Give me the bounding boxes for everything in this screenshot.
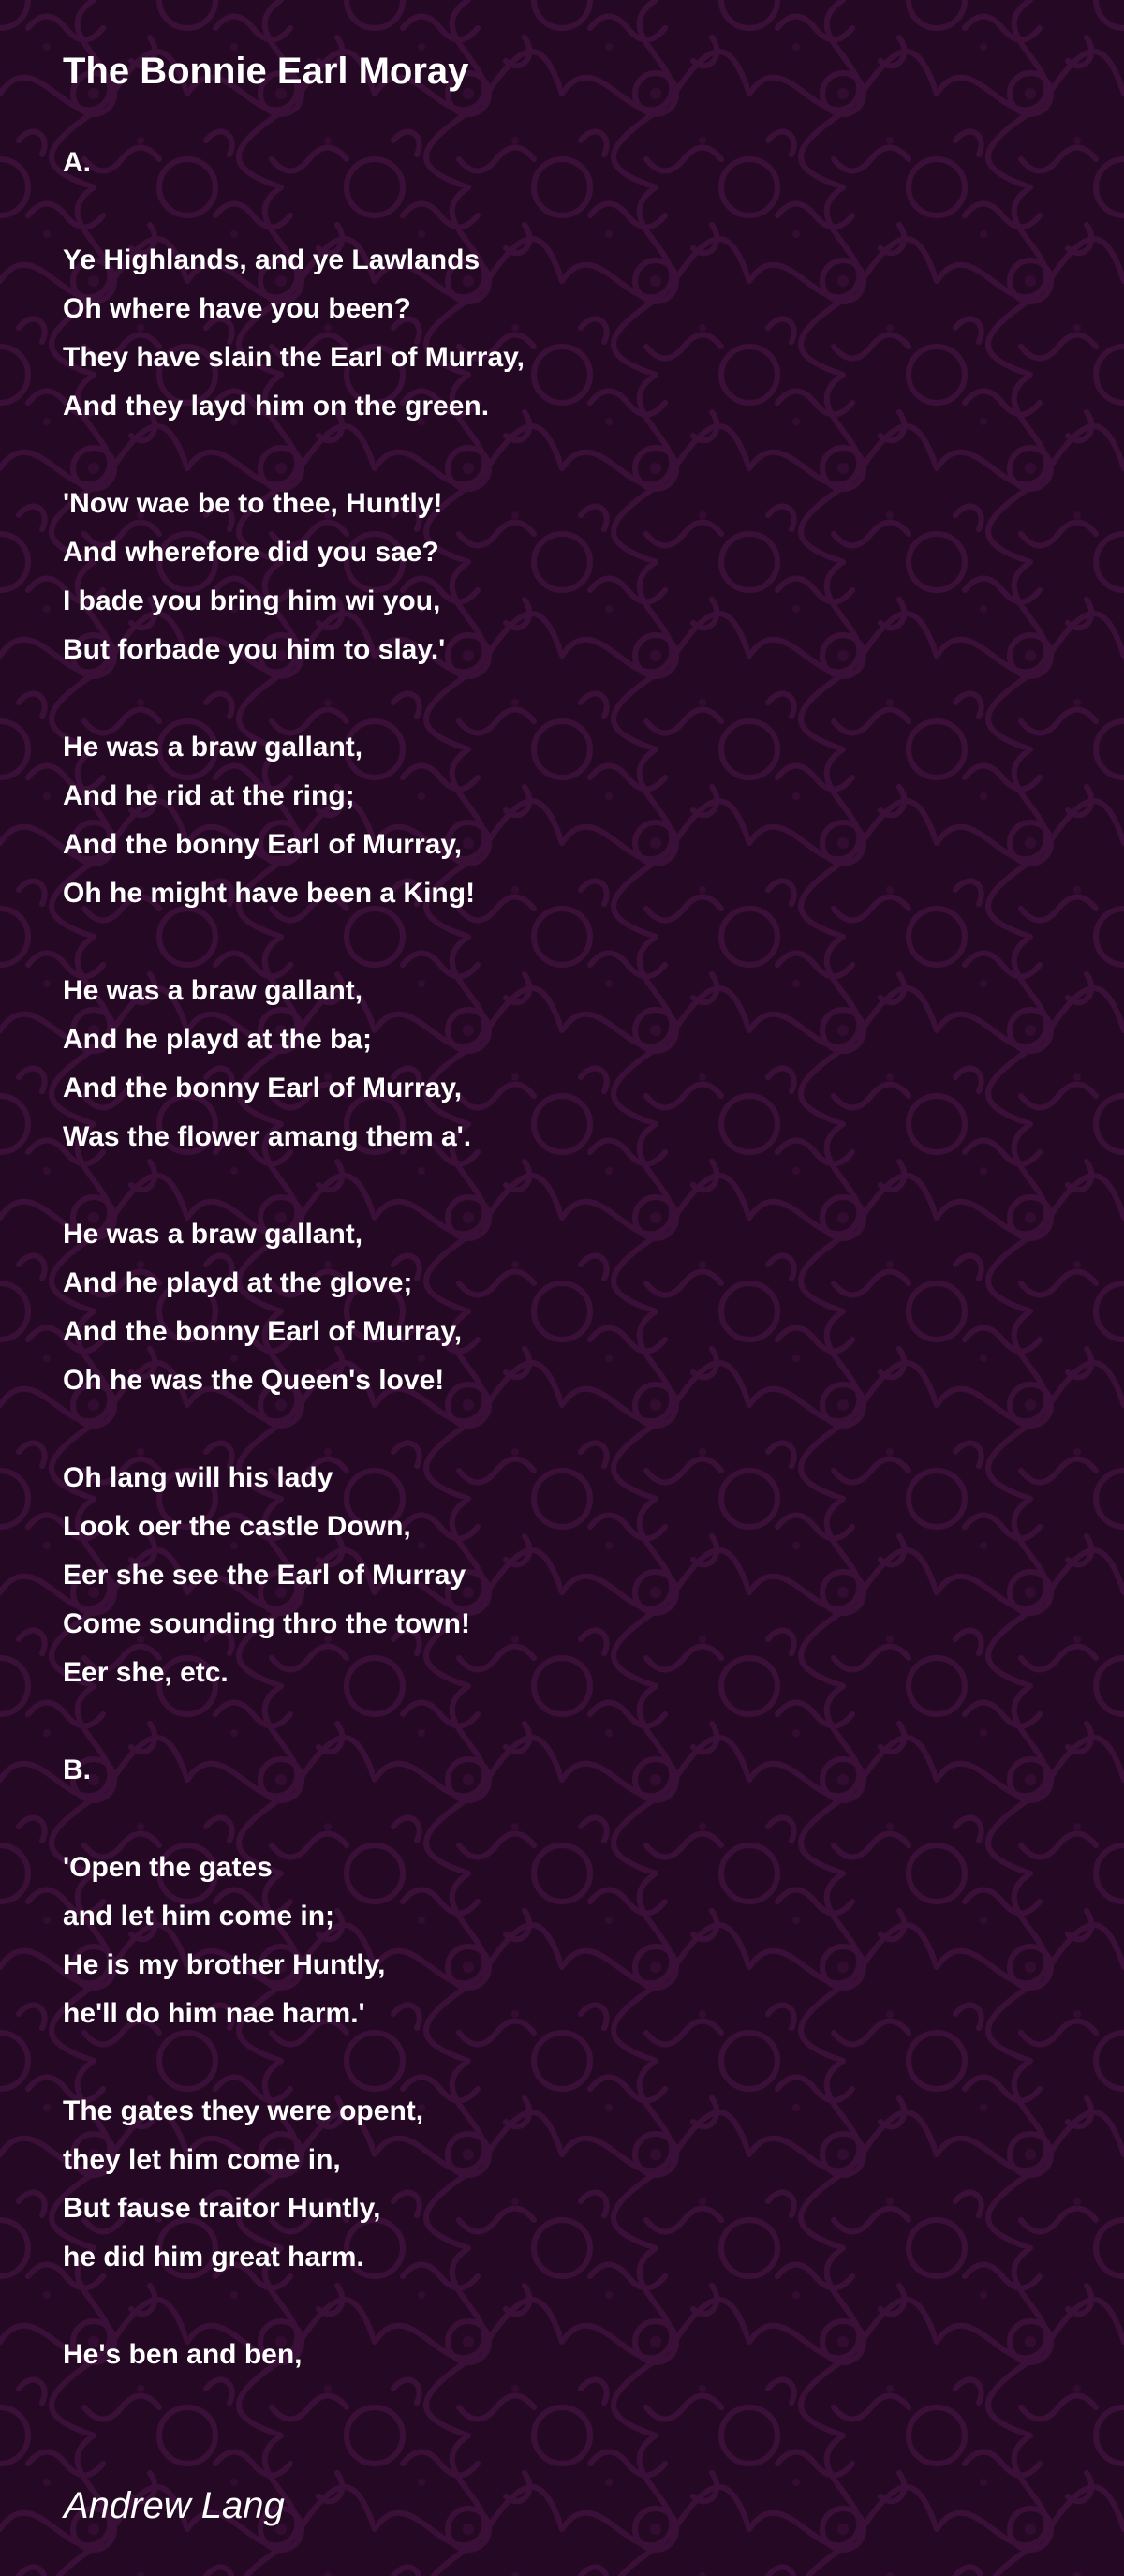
poem-line: Oh he was the Queen's love! — [63, 1365, 445, 1396]
poem-line: Come sounding thro the town! — [63, 1608, 470, 1639]
poem-line: He is my brother Huntly, — [63, 1949, 386, 1980]
stanza-break — [63, 2038, 525, 2087]
poem-line: And he playd at the ba; — [63, 1024, 373, 1055]
poem-line: Ye Highlands, and ye Lawlands — [63, 244, 481, 275]
poem-line: B. — [63, 1754, 91, 1785]
poem-line: And wherefore did you sae? — [63, 537, 439, 568]
stanza-break — [63, 1162, 525, 1210]
stanza-break — [63, 431, 525, 480]
poem-line: 'Now wae be to thee, Huntly! — [63, 488, 443, 519]
poem-line: Eer she see the Earl of Murray — [63, 1560, 466, 1591]
poem-line: The gates they were opent, — [63, 2095, 424, 2126]
stanza-break — [63, 1795, 525, 1843]
poem-line: He was a braw gallant, — [63, 1219, 363, 1250]
poem-line: Eer she, etc. — [63, 1657, 229, 1688]
poem-line: And they layd him on the green. — [63, 391, 490, 422]
poem-line: He was a braw gallant, — [63, 732, 363, 762]
poem-body — [63, 139, 525, 2379]
poem-line: He was a braw gallant, — [63, 975, 363, 1006]
poem-line: But forbade you him to slay.' — [63, 634, 446, 665]
poem-line: he did him great harm. — [63, 2242, 364, 2273]
stanza-break — [63, 1697, 525, 1746]
poem-line: And the bonny Earl of Murray, — [63, 829, 463, 860]
poem-line: But fause traitor Huntly, — [63, 2193, 381, 2224]
poem-line: Oh lang will his lady — [63, 1462, 333, 1493]
poem-line: They have slain the Earl of Murray, — [63, 342, 525, 373]
poem-line: and let him come in; — [63, 1901, 335, 1932]
poem-author: Andrew Lang — [64, 2485, 285, 2526]
poem-line: And the bonny Earl of Murray, — [63, 1073, 463, 1103]
stanza-break — [63, 1405, 525, 1454]
stanza-break — [63, 674, 525, 723]
poem-line: I bade you bring him wi you, — [63, 585, 441, 616]
poem-line: And he rid at the ring; — [63, 780, 355, 811]
stanza-break — [63, 918, 525, 967]
poem-line: Oh where have you been? — [63, 293, 411, 324]
poem-line: they let him come in, — [63, 2144, 341, 2175]
poem-line: Was the flower amang them a'. — [63, 1121, 472, 1152]
poem-line: And he playd at the glove; — [63, 1267, 413, 1298]
poem-line: Look oer the castle Down, — [63, 1511, 411, 1542]
stanza-break — [63, 2282, 525, 2331]
poem-line: Oh he might have been a King! — [63, 878, 476, 909]
poem-line: A. — [63, 147, 91, 178]
poem-title: The Bonnie Earl Moray — [63, 51, 469, 92]
poem-line: And the bonny Earl of Murray, — [63, 1316, 463, 1347]
poem-line: 'Open the gates — [63, 1852, 273, 1883]
poem-line: He's ben and ben, — [63, 2339, 303, 2370]
poem-line: he'll do him nae harm.' — [63, 1998, 365, 2029]
stanza-break — [63, 187, 525, 236]
